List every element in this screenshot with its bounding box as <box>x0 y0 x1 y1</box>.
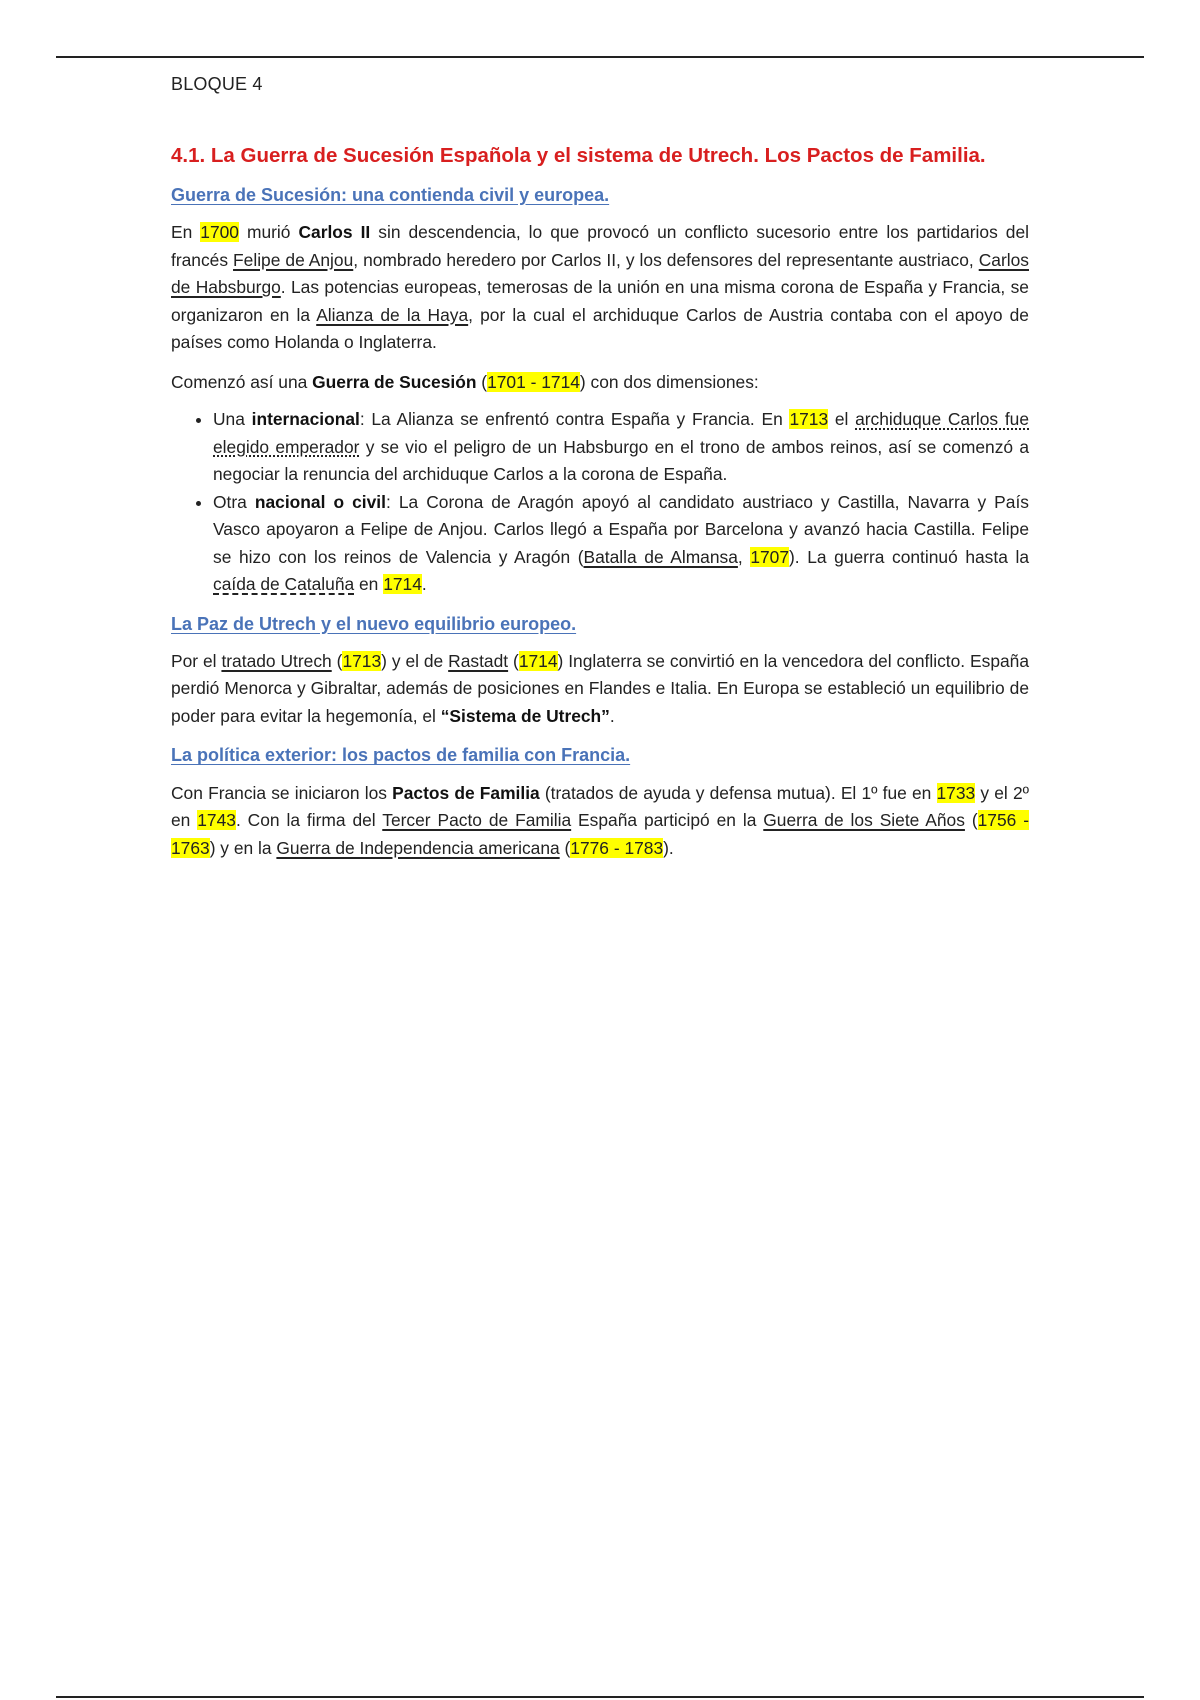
list-item-international: • Una internacional: La Alianza se enfrentó contra España y Francia. En 1713 el archiduque Carlos fue elegido emperador y se vio el peligro de un Habsburgo en el trono de ambos reinos, así se comenzó a negociar la renuncia del archiduque Carlos a la corona de España. <box>213 406 1029 489</box>
highlight-year: 1701 - 1714 <box>487 371 580 392</box>
section-heading-foreign-policy: La política exterior: los pactos de familia con Francia. <box>171 745 631 766</box>
underlined-term: Felipe de Anjou <box>233 249 354 270</box>
underlined-term: Alianza de la Haya <box>316 304 469 325</box>
highlight-year: 1700 <box>200 222 239 243</box>
paragraph-family-pacts: Con Francia se iniciaron los Pactos de Familia (tratados de ayuda y defensa mutua). El 1º fue en 1733 y el 2º en 1743. Con la firma del Tercer Pacto de Familia España participó en la Guerra de los Siete Años (1756 - 1763) y en la Guerra de Independencia americana (1776 - 1783). <box>171 782 1030 858</box>
highlight-year: 1776 - 1783 <box>570 837 664 858</box>
document-page <box>171 70 1029 862</box>
list-item-civil: • Otra nacional o civil: La Corona de Aragón apoyó al candidato austriaco y Castilla, Navarra y País Vasco apoyaron a Felipe de Anjou. Carlos llegó a España por Barcelona y avanzó hacia Castilla. Felipe se hizo con los reinos de Valencia y Aragón (Batalla de Almansa, 1707). La guerra continuó hasta la caída de Cataluña en 1714. <box>213 489 1029 599</box>
highlight-year: 1743 <box>197 810 236 831</box>
section-heading-peace-utrech: La Paz de Utrech y el nuevo equilibrio europeo. <box>171 613 577 634</box>
dimensions-list <box>171 406 1029 599</box>
highlight-year: 1714 <box>383 574 422 595</box>
paragraph-utrech: Por el tratado Utrech (1713) y el de Rastadt (1714) Inglaterra se convirtió en la vencedora del conflicto. España perdió Menorca y Gibraltar, además de posiciones en Flandes e Italia. En Europa se estableció un equilibrio de poder para evitar la hegemonía, el “Sistema de Utrech”. <box>171 650 1030 726</box>
highlight-year: 1756 - 1763 <box>171 810 1030 858</box>
top-rule <box>56 56 1144 58</box>
highlight-year: 1714 <box>518 650 558 671</box>
underlined-term: Batalla de Almansa <box>583 546 738 567</box>
page-header: BLOQUE 4 <box>171 74 263 94</box>
section-heading-succession-war: Guerra de Sucesión: una contienda civil y europea. <box>171 184 610 205</box>
bottom-rule <box>56 1696 1144 1698</box>
paragraph-intro: En 1700 murió Carlos II sin descendencia, lo que provocó un conflicto sucesorio entre los partidarios del francés Felipe de Anjou, nombrado heredero por Carlos II, y los defensores del representante austriaco, Carlos de Habsburgo. Las potencias europeas, temerosas de la unión en una misma corona de España y Francia, se organizaron en la Alianza de la Haya, por la cual el archiduque Carlos de Austria contaba con el apoyo de países como Holanda o Inglaterra. <box>171 222 1029 353</box>
underlined-term: Guerra de Independencia americana <box>276 837 560 858</box>
underlined-term: Tercer Pacto de Familia <box>382 810 572 831</box>
dotted-underlined-term: archiduque Carlos fue elegido emperador <box>213 409 1029 457</box>
highlight-year: 1713 <box>789 409 829 430</box>
underlined-term: Carlos de Habsburgo <box>171 249 1029 298</box>
dashed-underlined-term: caída de Cataluña <box>213 574 355 595</box>
underlined-term: Guerra de los Siete Años <box>763 810 965 831</box>
highlight-year: 1713 <box>342 650 382 671</box>
underlined-term: Rastadt <box>448 650 509 671</box>
highlight-year: 1733 <box>936 782 976 803</box>
paragraph-dimensions: Comenzó así una Guerra de Sucesión (1701 - 1714) con dos dimensiones: <box>171 371 759 392</box>
main-title: 4.1. La Guerra de Sucesión Española y el sistema de Utrech. Los Pactos de Familia. <box>171 144 986 167</box>
highlight-year: 1707 <box>750 546 790 567</box>
underlined-term: tratado Utrech <box>221 650 332 671</box>
